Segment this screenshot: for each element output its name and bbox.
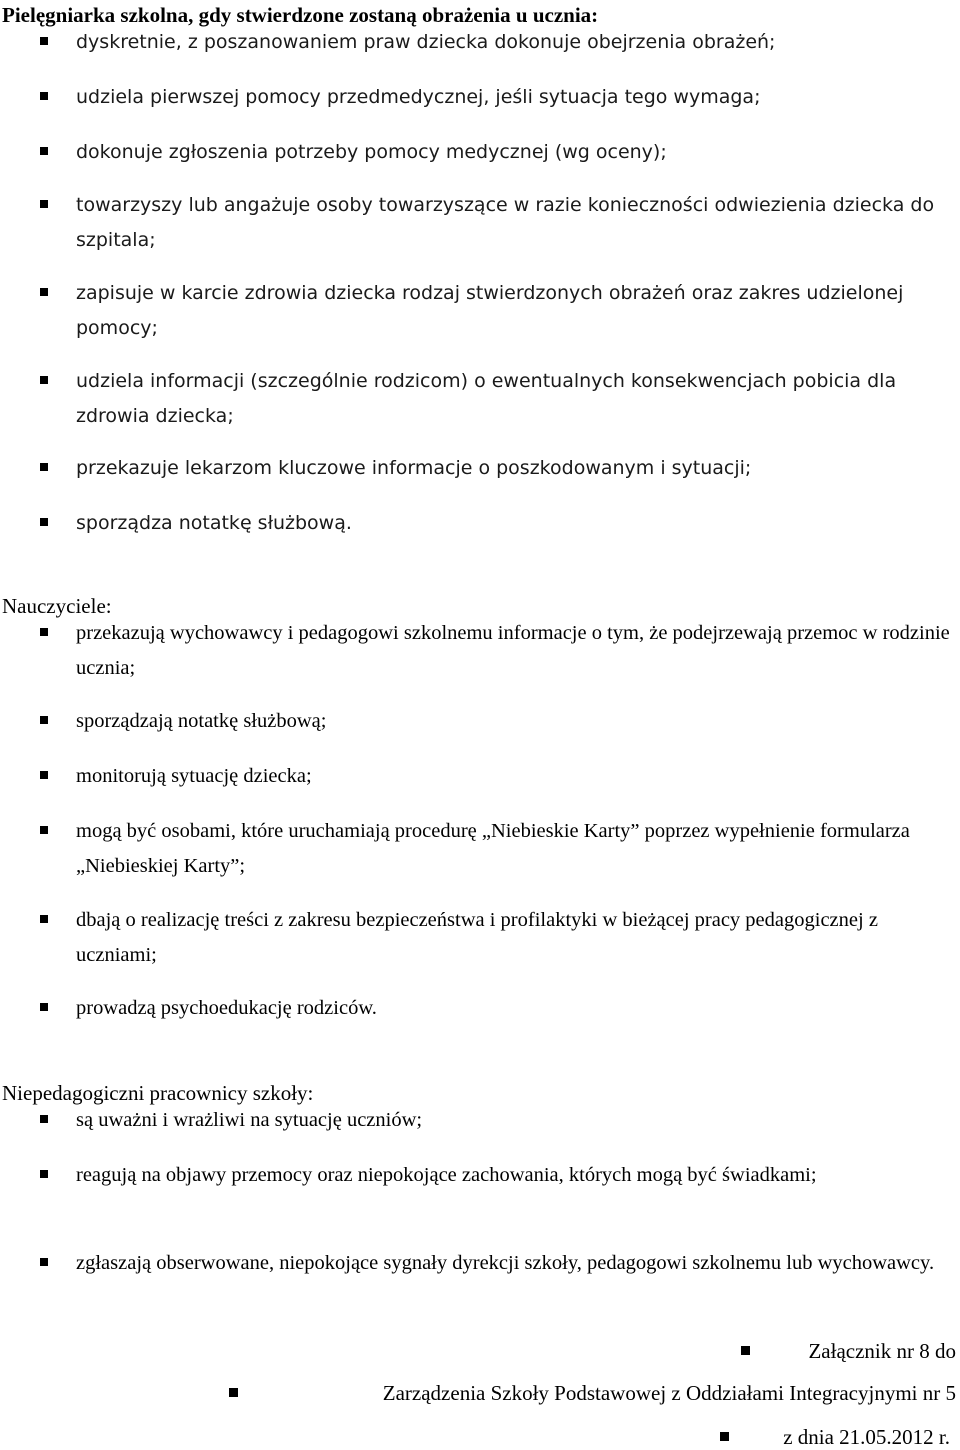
list-item-text: mogą być osobami, które uruchamiają procedurę „Niebieskie Karty” poprzez wypełnienie formularza „Niebieskiej Karty”; bbox=[76, 820, 910, 877]
list-item-text: udziela pierwszej pomocy przedmedycznej, jeśli sytuacja tego wymaga; bbox=[76, 86, 761, 108]
bullet-icon bbox=[40, 915, 48, 923]
bullet-icon bbox=[40, 628, 48, 636]
bullet-icon bbox=[40, 288, 48, 296]
footer-regulation-title: Zarządzenia Szkoły Podstawowej z Oddziałami Integracyjnymi nr 5 bbox=[382, 1381, 956, 1405]
bullet-icon bbox=[40, 1003, 48, 1011]
section-title-staff: Niepedagogiczni pracownicy szkoły: bbox=[2, 1081, 314, 1105]
list-item-text: towarzyszy lub angażuje osoby towarzyszące w razie konieczności odwiezienia dziecka do szpitala; bbox=[76, 194, 935, 251]
bullet-icon bbox=[40, 771, 48, 779]
bullet-icon bbox=[40, 463, 48, 471]
bullet-icon bbox=[40, 376, 48, 384]
list-item-text: zgłaszają obserwowane, niepokojące sygnały dyrekcji szkoły, pedagogowi szkolnemu lub wychowawcy. bbox=[76, 1252, 935, 1274]
bullet-icon bbox=[40, 1170, 48, 1178]
list-item-text: sporządza notatkę służbową. bbox=[76, 512, 352, 534]
list-item-text: dokonuje zgłoszenia potrzeby pomocy medycznej (wg oceny); bbox=[76, 141, 667, 163]
footer-bullet-icon bbox=[229, 1388, 238, 1397]
bullet-icon bbox=[40, 147, 48, 155]
list-item-text: przekazują wychowawcy i pedagogowi szkolnemu informacje o tym, że podejrzewają przemoc w rodzinie ucznia; bbox=[76, 622, 950, 679]
bullet-icon bbox=[40, 716, 48, 724]
footer-attachment-number: Załącznik nr 8 do bbox=[808, 1339, 956, 1363]
bullet-icon bbox=[40, 37, 48, 45]
section-title-teachers: Nauczyciele: bbox=[2, 594, 112, 618]
section-title-nurse: Pielęgniarka szkolna, gdy stwierdzone zostaną obrażenia u ucznia: bbox=[2, 3, 599, 27]
list-item-text: monitorują sytuację dziecka; bbox=[76, 765, 312, 787]
footer-bullet-icon bbox=[741, 1346, 750, 1355]
bullet-icon bbox=[40, 1115, 48, 1123]
bullet-icon bbox=[40, 92, 48, 100]
bullet-icon bbox=[40, 518, 48, 526]
footer-date: z dnia 21.05.2012 r. bbox=[783, 1425, 950, 1449]
list-item-text: udziela informacji (szczególnie rodzicom) o ewentualnych konsekwencjach pobicia dla zdrowia dziecka; bbox=[76, 370, 897, 427]
list-item-text: reagują na objawy przemocy oraz niepokojące zachowania, których mogą być świadkami; bbox=[76, 1164, 817, 1186]
bullet-icon bbox=[40, 200, 48, 208]
list-item-text: dbają o realizację treści z zakresu bezpieczeństwa i profilaktyki w bieżącej pracy pedagogicznej z uczniami; bbox=[76, 909, 878, 966]
list-item-text: sporządzają notatkę służbową; bbox=[76, 710, 327, 732]
list-item-text: prowadzą psychoedukację rodziców. bbox=[76, 997, 377, 1019]
list-item-text: są uważni i wrażliwi na sytuację uczniów; bbox=[76, 1109, 423, 1131]
bullet-icon bbox=[40, 826, 48, 834]
bullet-icon bbox=[40, 1258, 48, 1266]
list-item-text: przekazuje lekarzom kluczowe informacje o poszkodowanym i sytuacji; bbox=[76, 457, 752, 479]
footer-bullet-icon bbox=[720, 1432, 729, 1441]
list-item-text: zapisuje w karcie zdrowia dziecka rodzaj stwierdzonych obrażeń oraz zakres udzielonej pomocy; bbox=[76, 282, 904, 339]
list-item-text: dyskretnie, z poszanowaniem praw dziecka dokonuje obejrzenia obrażeń; bbox=[76, 31, 776, 53]
